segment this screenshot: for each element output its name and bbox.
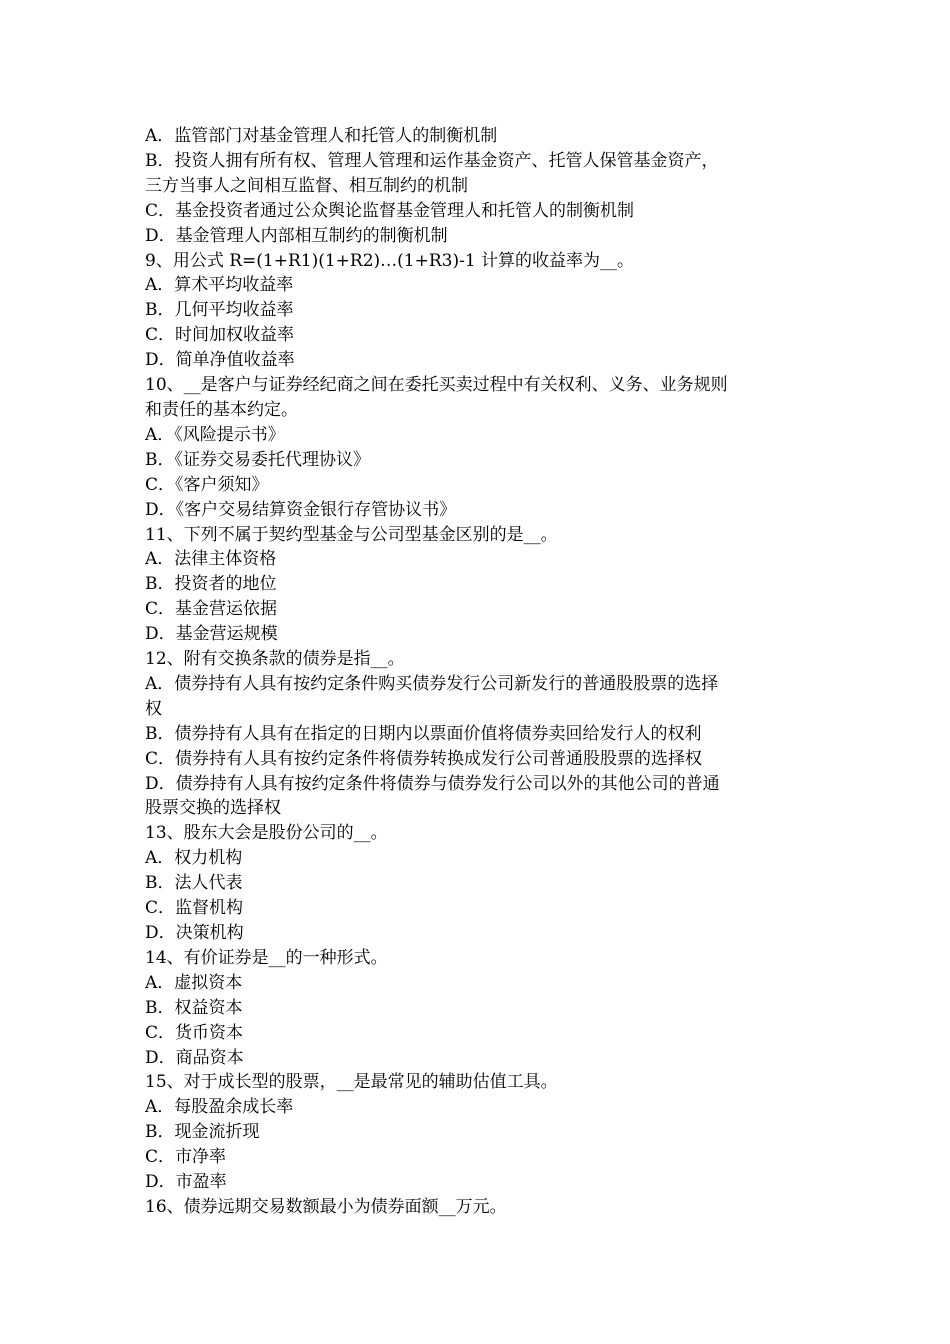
option-line: D．商品资本 (145, 1047, 244, 1068)
option-line: B．《证券交易委托代理协议》 (145, 449, 370, 470)
option-line: B．投资者的地位 (145, 574, 277, 595)
option-line: B．权益资本 (145, 997, 243, 1018)
option-line: A．权力机构 (145, 848, 243, 869)
option-line: D．简单净值收益率 (145, 350, 295, 371)
option-line: D．债券持有人具有按约定条件将债券与债券发行公司以外的其他公司的普通 (145, 773, 720, 794)
option-line: C．监督机构 (145, 898, 244, 919)
option-line: C．基金营运依据 (145, 599, 278, 620)
question-15: 15、对于成长型的股票，__是最常见的辅助估值工具。 (145, 1072, 558, 1093)
option-line: B．几何平均收益率 (145, 300, 294, 321)
option-line: B．债券持有人具有在指定的日期内以票面价值将债券卖回给发行人的权利 (145, 723, 702, 744)
option-line: C．货币资本 (145, 1022, 244, 1043)
option-line: D．基金管理人内部相互制约的制衡机制 (145, 225, 448, 246)
option-line: A．法律主体资格 (145, 549, 277, 570)
option-line: B．投资人拥有所有权、管理人管理和运作基金资产、托管人保管基金资产， (145, 150, 719, 171)
question-9: 9、用公式 R=(1+R1)(1+R2)…(1+R3)-1 计算的收益率为__。 (145, 250, 635, 271)
option-line: B．现金流折现 (145, 1122, 260, 1143)
option-line: B．法人代表 (145, 873, 243, 894)
option-line-continuation: 三方当事人之间相互监督、相互制约的机制 (145, 175, 468, 196)
option-line: C．时间加权收益率 (145, 325, 295, 346)
option-line: A．虚拟资本 (145, 972, 243, 993)
option-line: D．《客户交易结算资金银行存管协议书》 (145, 499, 457, 520)
option-line: C．市净率 (145, 1147, 227, 1168)
question-12: 12、附有交换条款的债券是指__。 (145, 649, 405, 670)
question-13: 13、股东大会是股份公司的__。 (145, 823, 388, 844)
question-16: 16、债券远期交易数额最小为债券面额__万元。 (145, 1196, 507, 1217)
option-line: C．《客户须知》 (145, 474, 269, 495)
document-page (145, 124, 810, 1220)
option-line: D．市盈率 (145, 1172, 227, 1193)
option-line: C．债券持有人具有按约定条件将债券转换成发行公司普通股股票的选择权 (145, 748, 703, 769)
option-line: A．算术平均收益率 (145, 275, 294, 296)
option-line: C．基金投资者通过公众舆论监督基金管理人和托管人的制衡机制 (145, 200, 635, 221)
option-line: A．每股盈余成长率 (145, 1097, 294, 1118)
question-14: 14、有价证券是__的一种形式。 (145, 947, 388, 968)
option-line: D．基金营运规模 (145, 624, 278, 645)
option-line-continuation: 权 (145, 698, 162, 719)
question-10-continuation: 和责任的基本约定。 (145, 399, 298, 420)
option-line: D．决策机构 (145, 923, 244, 943)
question-10: 10、__是客户与证券经纪商之间在委托买卖过程中有关权利、义务、业务规则 (145, 375, 728, 396)
question-11: 11、下列不属于契约型基金与公司型基金区别的是__。 (145, 524, 558, 545)
option-line: A．债券持有人具有按约定条件购买债券发行公司新发行的普通股股票的选择 (145, 673, 719, 694)
option-line: A．《风险提示书》 (145, 424, 285, 445)
option-line-continuation: 股票交换的选择权 (145, 798, 281, 819)
option-line: A．监管部门对基金管理人和托管人的制衡机制 (145, 126, 498, 146)
